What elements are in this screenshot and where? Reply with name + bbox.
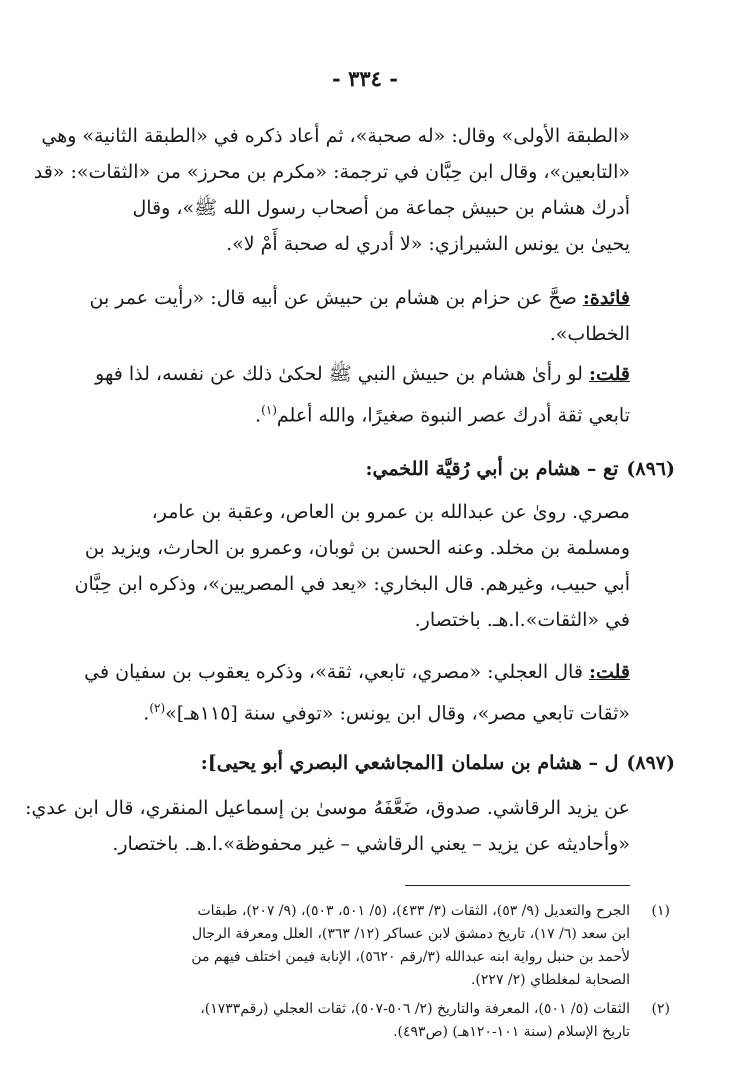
page-number: - ٣٣٤ - — [332, 66, 398, 91]
faida-paragraph — [89, 280, 630, 352]
entry-896-heading — [100, 458, 675, 480]
text-line: ومسلمة بن مخلد. وعنه الحسن بن ثوبان، وعمرو بن الحارث، ويزيد بن — [84, 537, 630, 559]
period: . — [143, 702, 150, 725]
footnote-ref: (٢) — [149, 701, 166, 715]
footnote-divider — [405, 885, 630, 886]
intro-paragraph — [33, 118, 630, 262]
footnote-line: ابن سعد (٦/ ١٧)، تاريخ دمشق لابن عساكر (١٢/ ٣٦٣)، العلل ومعرفة الرجال — [191, 926, 630, 942]
qultu-label: قلت: — [588, 661, 630, 683]
text-line: أبي حبيب، وغيرهم. قال البخاري: «يعد في المصريين»، وذكره ابن حِبَّان — [74, 573, 630, 595]
footnote-2 — [96, 998, 670, 1044]
text-line: يحيىٰ بن يونس الشيرازي: «لا أدري له صحبة أَمْ لا». — [226, 233, 630, 255]
footnote-line: لأحمد بن حنبل رواية ابنه عبدالله (٣/رقم ٥٦٢٠)، الإنابة فيمن اختلف فيهم من — [191, 949, 630, 965]
text-line: في «الثقات».ا.هـ. باختصار. — [414, 609, 630, 631]
text-line: «وأحاديثه عن يزيد – يعني الرقاشي – غير محفوظة».ا.هـ. باختصار. — [112, 833, 630, 855]
entry-title: ل – هشام بن سلمان [المجاشعي البصري أبو يحيى]: — [200, 752, 619, 774]
footnote-line: الصحابة لمغلطاي (٢/ ٢٢٧). — [470, 972, 630, 988]
footnote-line: تاريخ الإسلام (سنة ١٠١-١٢٠هـ) (ص٤٩٣). — [393, 1024, 630, 1040]
text-line: عن يزيد الرقاشي. صدوق، ضَعَّفَهُ موسىٰ بن إسماعيل المنقري، قال ابن عدي: — [25, 797, 630, 819]
text-line — [84, 654, 630, 690]
text-line: الخطاب». — [549, 323, 630, 345]
footnote-ref: (١) — [261, 403, 277, 417]
entry-number: (٨٩٦) — [626, 458, 675, 480]
text-line: أدرك هشام بن حبيش جماعة من أصحاب رسول الله ﷺ»، وقال — [132, 197, 630, 219]
footnote-line: الثقات (٥/ ٥٠١)، المعرفة والتاريخ (٢/ ٥٠٦-٥٠٧)، ثقات العجلي (رقم١٧٣٣)، — [200, 1001, 630, 1017]
footnote-1 — [96, 900, 670, 992]
qultu-text-end: «ثقات تابعي مصر»، وقال ابن يونس: «توفي سنة [١١٥هـ]» — [165, 702, 630, 725]
text-line — [89, 280, 630, 316]
footnote-line: الجرح والتعديل (٩/ ٥٣)، الثقات (٣/ ٤٣٣)، (٥/ ٥٠١، ٥٠٣)، (٩/ ٢٠٧)، طبقات — [197, 903, 630, 919]
entry-897-heading — [100, 752, 675, 774]
text-line: مصري. روىٰ عن عبدالله بن عمرو بن العاص، وعقبة بن عامر، — [151, 501, 630, 523]
qultu-text: قال العجلي: «مصري، تابعي، ثقة»، وذكره يعقوب بن سفيان في — [84, 661, 589, 683]
qultu-paragraph — [95, 356, 630, 433]
entry-title: تع – هشام بن أبي رُقيَّة اللخمي: — [365, 458, 619, 480]
period: . — [255, 404, 262, 427]
text-line: «الطبقة الأولى» وقال: «له صحبة»، ثم أعاد ذكره في «الطبقة الثانية» وهي — [41, 125, 630, 147]
qultu-label: قلت: — [588, 363, 630, 385]
footnote-number: (١) — [651, 903, 670, 919]
footnote-body — [96, 900, 630, 992]
entry-number: (٨٩٧) — [626, 752, 675, 774]
text-line — [100, 690, 630, 731]
entry-896-body — [74, 494, 630, 638]
faida-label: فائدة: — [582, 287, 630, 309]
entry-896-qultu — [84, 654, 630, 731]
footnote-number: (٢) — [651, 1001, 670, 1017]
text-line — [100, 392, 630, 433]
text-line: «التابعين»، وقال ابن حِبَّان في ترجمة: «مكرم بن محرز» من «الثقات»: «قد — [33, 161, 630, 183]
faida-text: صحَّ عن حزام بن هشام بن حبيش عن أبيه قال: «رأيت عمر بن — [89, 287, 583, 309]
entry-897-body — [25, 790, 630, 862]
qultu-text: لو رأىٰ هشام بن حبيش النبي ﷺ لحكىٰ ذلك عن نفسه، لذا فهو — [95, 363, 589, 385]
qultu-text-end: تابعي ثقة أدرك عصر النبوة صغيرًا، والله أعلم — [276, 404, 630, 427]
text-line — [95, 356, 630, 392]
footnote-body — [96, 998, 630, 1044]
